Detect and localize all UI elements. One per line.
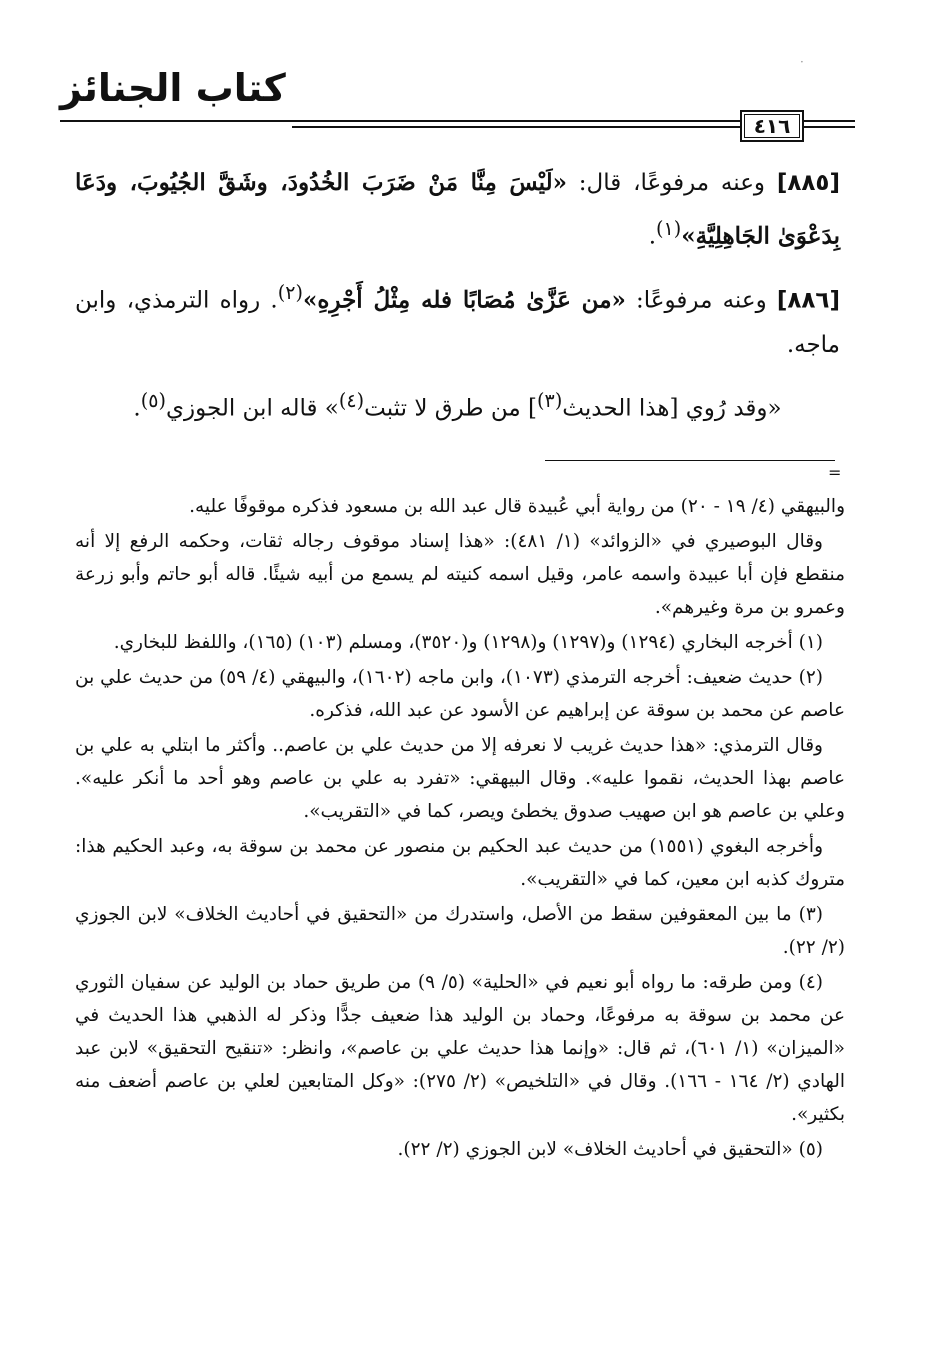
continuation-mark: = [828, 463, 842, 482]
footnote-continuation: والبيهقي (٤/ ١٩ - ٢٠) من رواية أبي عُبيدة قال عبد الله بن مسعود فذكره موقوفًا عليه. [189, 496, 845, 517]
hadith-quote: «من عَزَّىٰ مُصَابًا فله مِثْلُ أَجْرِهِ» [302, 286, 626, 314]
footnote-ref-4: (٤) [338, 389, 365, 413]
page-header [60, 60, 855, 140]
footnote-ref-5: (٥) [140, 389, 166, 413]
hadith-number: [٨٨٥] [776, 170, 840, 196]
footnote-4: (٤) ومن طرقه: ما رواه أبو نعيم في «الحلية» (٥/ ٩) من طريق حماد بن الوليد عن سفيان الثوري عن محمد بن سوقة به مرفوعًا، وحماد بن الوليد هذا ضعيف جدًّا وذكر له الذهبي هذا الحديث في «الميزان» (١/ ٦٠١)، ثم قال: «وإنما هذا حديث علي بن عاصم»، وانظر: «تنقيح التحقيق» لابن عبد الهادي (٢/ ١٦٤ - ١٦٦). وقال في «التلخيص» (٢/ ٢٧٥): «وكل المتابعين لعلي بن عاصم أضعف منه بكثير». [75, 972, 845, 1125]
header-rule-left [292, 120, 740, 122]
header-rule-right-2 [804, 126, 855, 128]
hadith-886 [75, 270, 840, 369]
footnote-2: (٢) حديث ضعيف: أخرجه الترمذي (١٠٧٣)، وابن ماجه (١٦٠٢)، والبيهقي (٤/ ٥٩) من حديث علي بن عاصم عن محمد بن سوقة عن إبراهيم عن الأسود عن عبد الله، فذكره. [75, 667, 845, 721]
ibn-jawzi-note [75, 378, 840, 432]
hadith-intro: وعنه مرفوعًا: [625, 287, 777, 314]
footnotes [75, 490, 845, 1168]
footnote-2-continued: وقال الترمذي: «هذا حديث غريب لا نعرفه إلا من حديث علي بن عاصم.. وأكثر ما ابتلي به علي بن عاصم بهذا الحديث، نقموا عليه». وقال البيهقي: «تفرد به علي بن عاصم وهو أحد ما أنكر عليه». وعلي بن عاصم هو ابن صهيب صدوق يخطئ ويصر، كما في «التقريب». [75, 735, 845, 822]
book-title: كتاب الجنائز [60, 66, 286, 110]
title-underline [60, 120, 305, 122]
page-number: ٤١٦ [740, 110, 804, 142]
header-rule-left-2 [292, 126, 740, 128]
hadith-885 [75, 160, 840, 260]
hadith-source: . رواه الترمذي، وابن ماجه. [75, 287, 840, 359]
footnote-ref-1: (١) [656, 217, 682, 240]
main-text [75, 160, 840, 442]
footnote-continuation: وقال البوصيري في «الزوائد» (١/ ٤٨١): «هذا إسناد موقوف رجاله ثقات، وحكمه الرفع إلا أنه منقطع فإن أبا عبيدة واسمه عامر، وقيل اسمه كنيته لم يسمع من أبيه شيئًا. قاله أبو حاتم وأبو زرعة وعمرو بن مرة وغيرهم». [75, 531, 845, 618]
hadith-intro: وعنه مرفوعًا، قال: [567, 170, 777, 196]
note-part: » قاله ابن الجوزي [166, 395, 339, 422]
hadith-quote: «لَيْسَ مِنَّا مَنْ ضَرَبَ الخُدُودَ، وشَقَّ الجُيُوبَ، ودَعَا بِدَعْوَىٰ الجَاهِلِيَّةِ» [75, 169, 840, 250]
note-part: ] من طرق لا تثبت [364, 395, 538, 422]
footnote-2-continued: وأخرجه البغوي (١٥٥١) من حديث عبد الحكيم بن منصور عن محمد بن سوقة به، وعبد الحكيم هذا: متروك كذبه ابن معين، كما في «التقريب». [75, 836, 845, 890]
footnote-ref-3: (٣) [537, 389, 563, 413]
footnote-3: (٣) ما بين المعقوفين سقط من الأصل، واستدرك من «التحقيق في أحاديث الخلاف» لابن الجوزي (٢/ ٢٢). [75, 904, 845, 958]
hadith-number: [٨٨٦] [776, 287, 840, 314]
hadith-end: . [648, 223, 656, 250]
header-rule-right [804, 120, 855, 122]
footnote-ref-2: (٢) [277, 280, 303, 304]
footnote-separator [545, 460, 835, 461]
footnote-1: (١) أخرجه البخاري (١٢٩٤) و(١٢٩٧) و(١٢٩٨) و(٣٥٢٠)، ومسلم (١٠٣) (١٦٥)، واللفظ للبخاري. [113, 632, 823, 653]
scan-speck: · [800, 55, 804, 69]
note-part: «وقد رُوي [هذا الحديث [562, 395, 782, 422]
footnote-5: (٥) «التحقيق في أحاديث الخلاف» لابن الجوزي (٢/ ٢٢). [397, 1139, 823, 1160]
note-part: . [133, 395, 141, 422]
